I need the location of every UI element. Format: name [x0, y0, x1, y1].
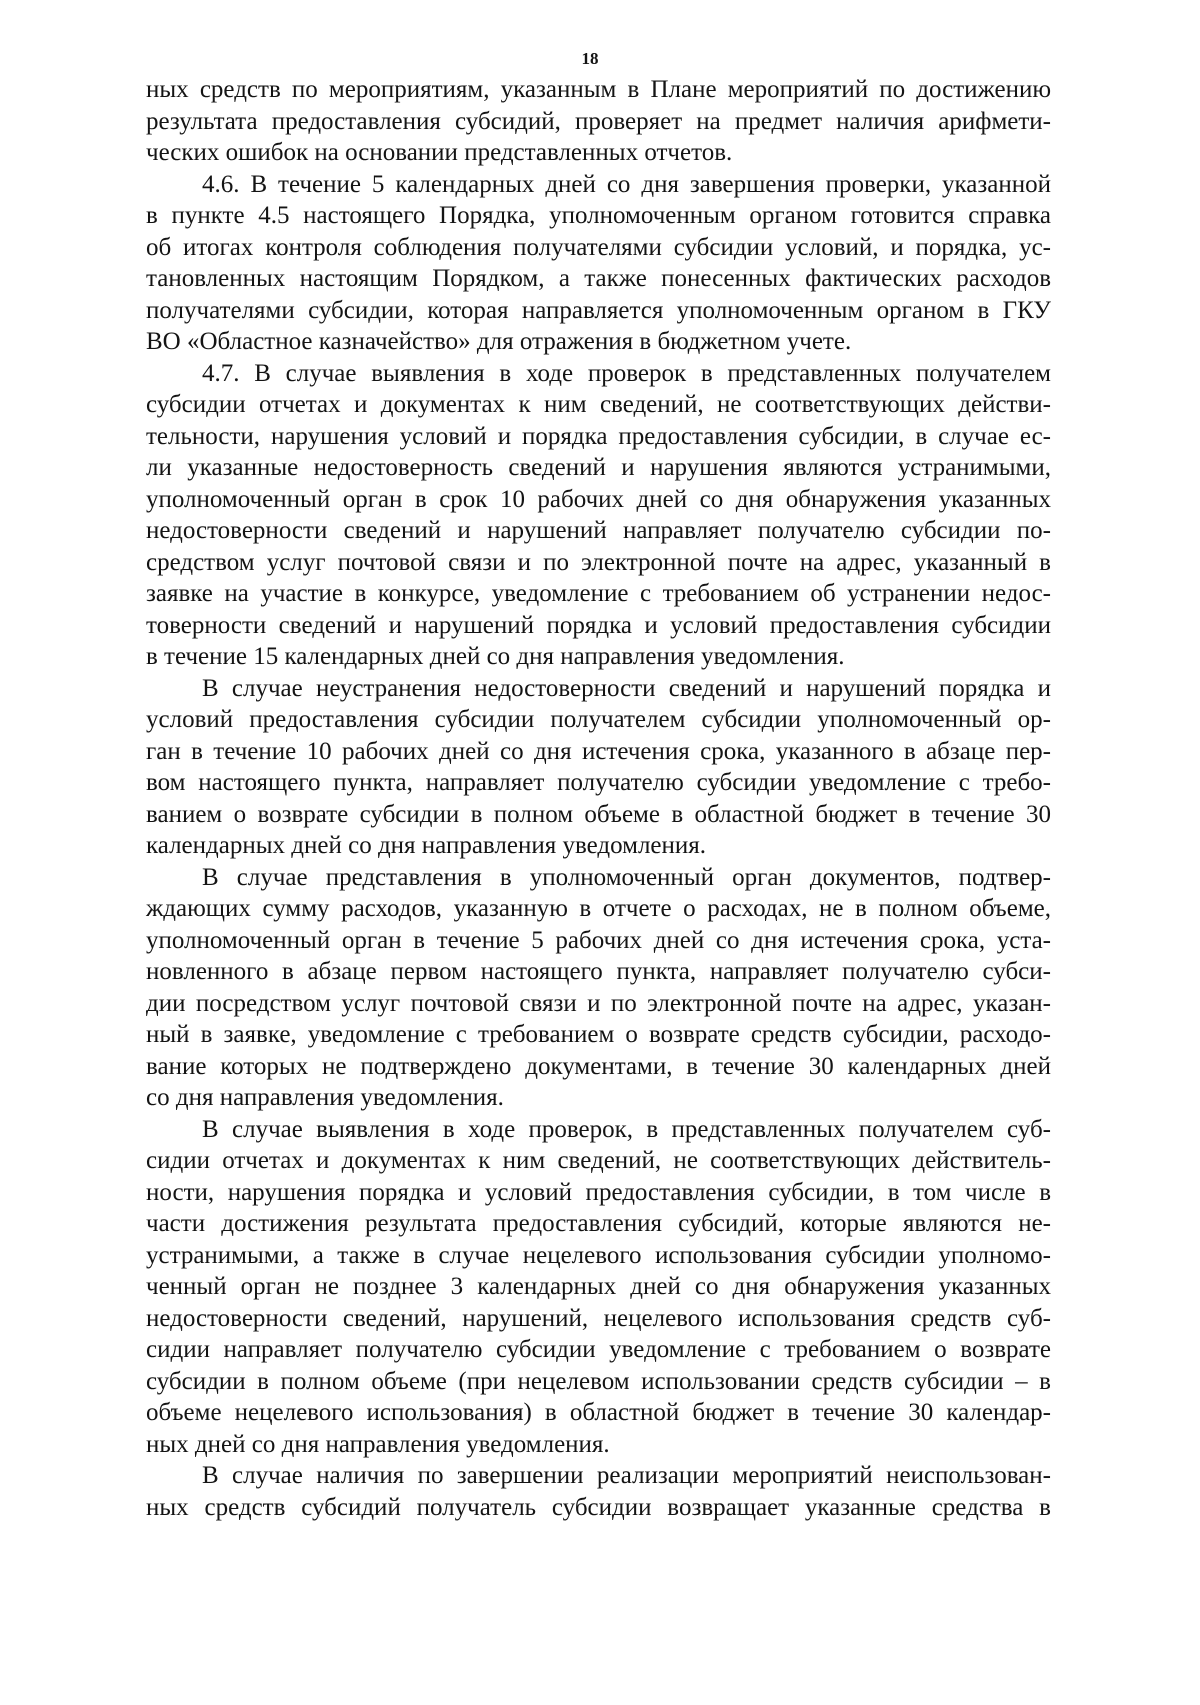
text-line: уполномоченный орган в течение 5 рабочих дней со дня истечения срока, уста-: [146, 926, 1051, 954]
text-line: В случае представления в уполномоченный орган документов, подтвер-: [202, 863, 1051, 891]
text-line: дии посредством услуг почтовой связи и по электронной почте на адрес, указан-: [146, 989, 1051, 1017]
text-line: ческих ошибок на основании представленных отчетов.: [146, 139, 733, 166]
text-line: субсидии отчетах и документах к ним сведений, не соответствующих действи-: [146, 391, 1051, 418]
text-line: 4.7. В случае выявления в ходе проверок в представленных получателем: [202, 359, 1051, 387]
text-line: тановленных настоящим Порядком, а также понесенных фактических расходов: [146, 265, 1051, 292]
text-line: заявке на участие в конкурсе, уведомление с требованием об устранении недос-: [146, 580, 1051, 607]
text-line: ных средств по мероприятиям, указанным в Плане мероприятий по достижению: [146, 76, 1051, 103]
text-line: ли указанные недостоверность сведений и нарушения являются устранимыми,: [146, 454, 1051, 481]
text-line: ности, нарушения порядка и условий предоставления субсидии, в том числе в: [146, 1178, 1051, 1206]
text-line: со дня направления уведомления.: [146, 1084, 504, 1111]
text-line: товерности сведений и нарушений порядка и условий предоставления субсидии: [146, 611, 1051, 639]
text-line: ванием о возврате субсидии в полном объеме в областной бюджет в течение 30: [146, 800, 1051, 828]
text-line: части достижения результата предоставления субсидий, которые являются не-: [146, 1210, 1051, 1237]
text-line: ных дней со дня направления уведомления.: [146, 1430, 610, 1458]
text-line: результата предоставления субсидий, проверяет на предмет наличия арифмети-: [146, 107, 1051, 135]
text-line: ченный орган не позднее 3 календарных дней со дня обнаружения указанных: [146, 1273, 1051, 1300]
text-line: недостоверности сведений и нарушений направляет получателю субсидии по-: [146, 517, 1051, 544]
text-line: ных средств субсидий получатель субсидии возвращает указанные средства в: [146, 1493, 1051, 1521]
text-line: недостоверности сведений, нарушений, нецелевого использования средств суб-: [146, 1304, 1051, 1332]
text-line: сидии направляет получателю субсидии уведомление с требованием о возврате: [146, 1336, 1051, 1363]
text-line: в пункте 4.5 настоящего Порядка, уполномоченным органом готовится справка: [146, 202, 1051, 229]
text-line: тельности, нарушения условий и порядка предоставления субсидии, в случае ес-: [146, 422, 1051, 450]
text-line: В случае выявления в ходе проверок, в представленных получателем суб-: [202, 1115, 1051, 1143]
text-line: субсидии в полном объеме (при нецелевом использовании средств субсидии – в: [146, 1367, 1051, 1395]
text-line: календарных дней со дня направления уведомления.: [146, 832, 707, 859]
page-number: 18: [581, 49, 599, 68]
text-line: В случае неустранения недостоверности сведений и нарушений порядка и: [202, 674, 1051, 702]
text-line: ВО «Областное казначейство» для отражения в бюджетном учете.: [146, 328, 852, 355]
text-line: ган в течение 10 рабочих дней со дня истечения срока, указанного в абзаце пер-: [146, 737, 1051, 765]
text-line: устранимыми, а также в случае нецелевого использования субсидии уполномо-: [146, 1241, 1051, 1269]
document-body: [146, 74, 1051, 1523]
text-line: средством услуг почтовой связи и по электронной почте на адрес, указанный в: [146, 548, 1051, 576]
text-line: получателями субсидии, которая направляется уполномоченным органом в ГКУ: [146, 296, 1051, 324]
text-line: сидии отчетах и документах к ним сведений, не соответствующих действитель-: [146, 1147, 1051, 1174]
text-line: об итогах контроля соблюдения получателями субсидии условий, и порядка, ус-: [146, 233, 1051, 261]
text-line: вом настоящего пункта, направляет получателю субсидии уведомление с требо-: [146, 769, 1051, 796]
text-line: в течение 15 календарных дней со дня направления уведомления.: [146, 643, 845, 670]
text-line: условий предоставления субсидии получателем субсидии уполномоченный ор-: [146, 706, 1051, 733]
text-line: новленного в абзаце первом настоящего пункта, направляет получателю субси-: [146, 958, 1051, 985]
text-line: уполномоченный орган в срок 10 рабочих дней со дня обнаружения указанных: [146, 485, 1051, 513]
text-line: объеме нецелевого использования) в областной бюджет в течение 30 календар-: [146, 1399, 1051, 1426]
text-line: В случае наличия по завершении реализации мероприятий неиспользован-: [202, 1462, 1051, 1489]
text-line: ждающих сумму расходов, указанную в отчете о расходах, не в полном объеме,: [146, 895, 1051, 922]
text-line: вание которых не подтверждено документами, в течение 30 календарных дней: [146, 1052, 1051, 1080]
text-line: 4.6. В течение 5 календарных дней со дня завершения проверки, указанной: [202, 170, 1051, 198]
text-line: ный в заявке, уведомление с требованием о возврате средств субсидии, расходо-: [146, 1021, 1051, 1048]
